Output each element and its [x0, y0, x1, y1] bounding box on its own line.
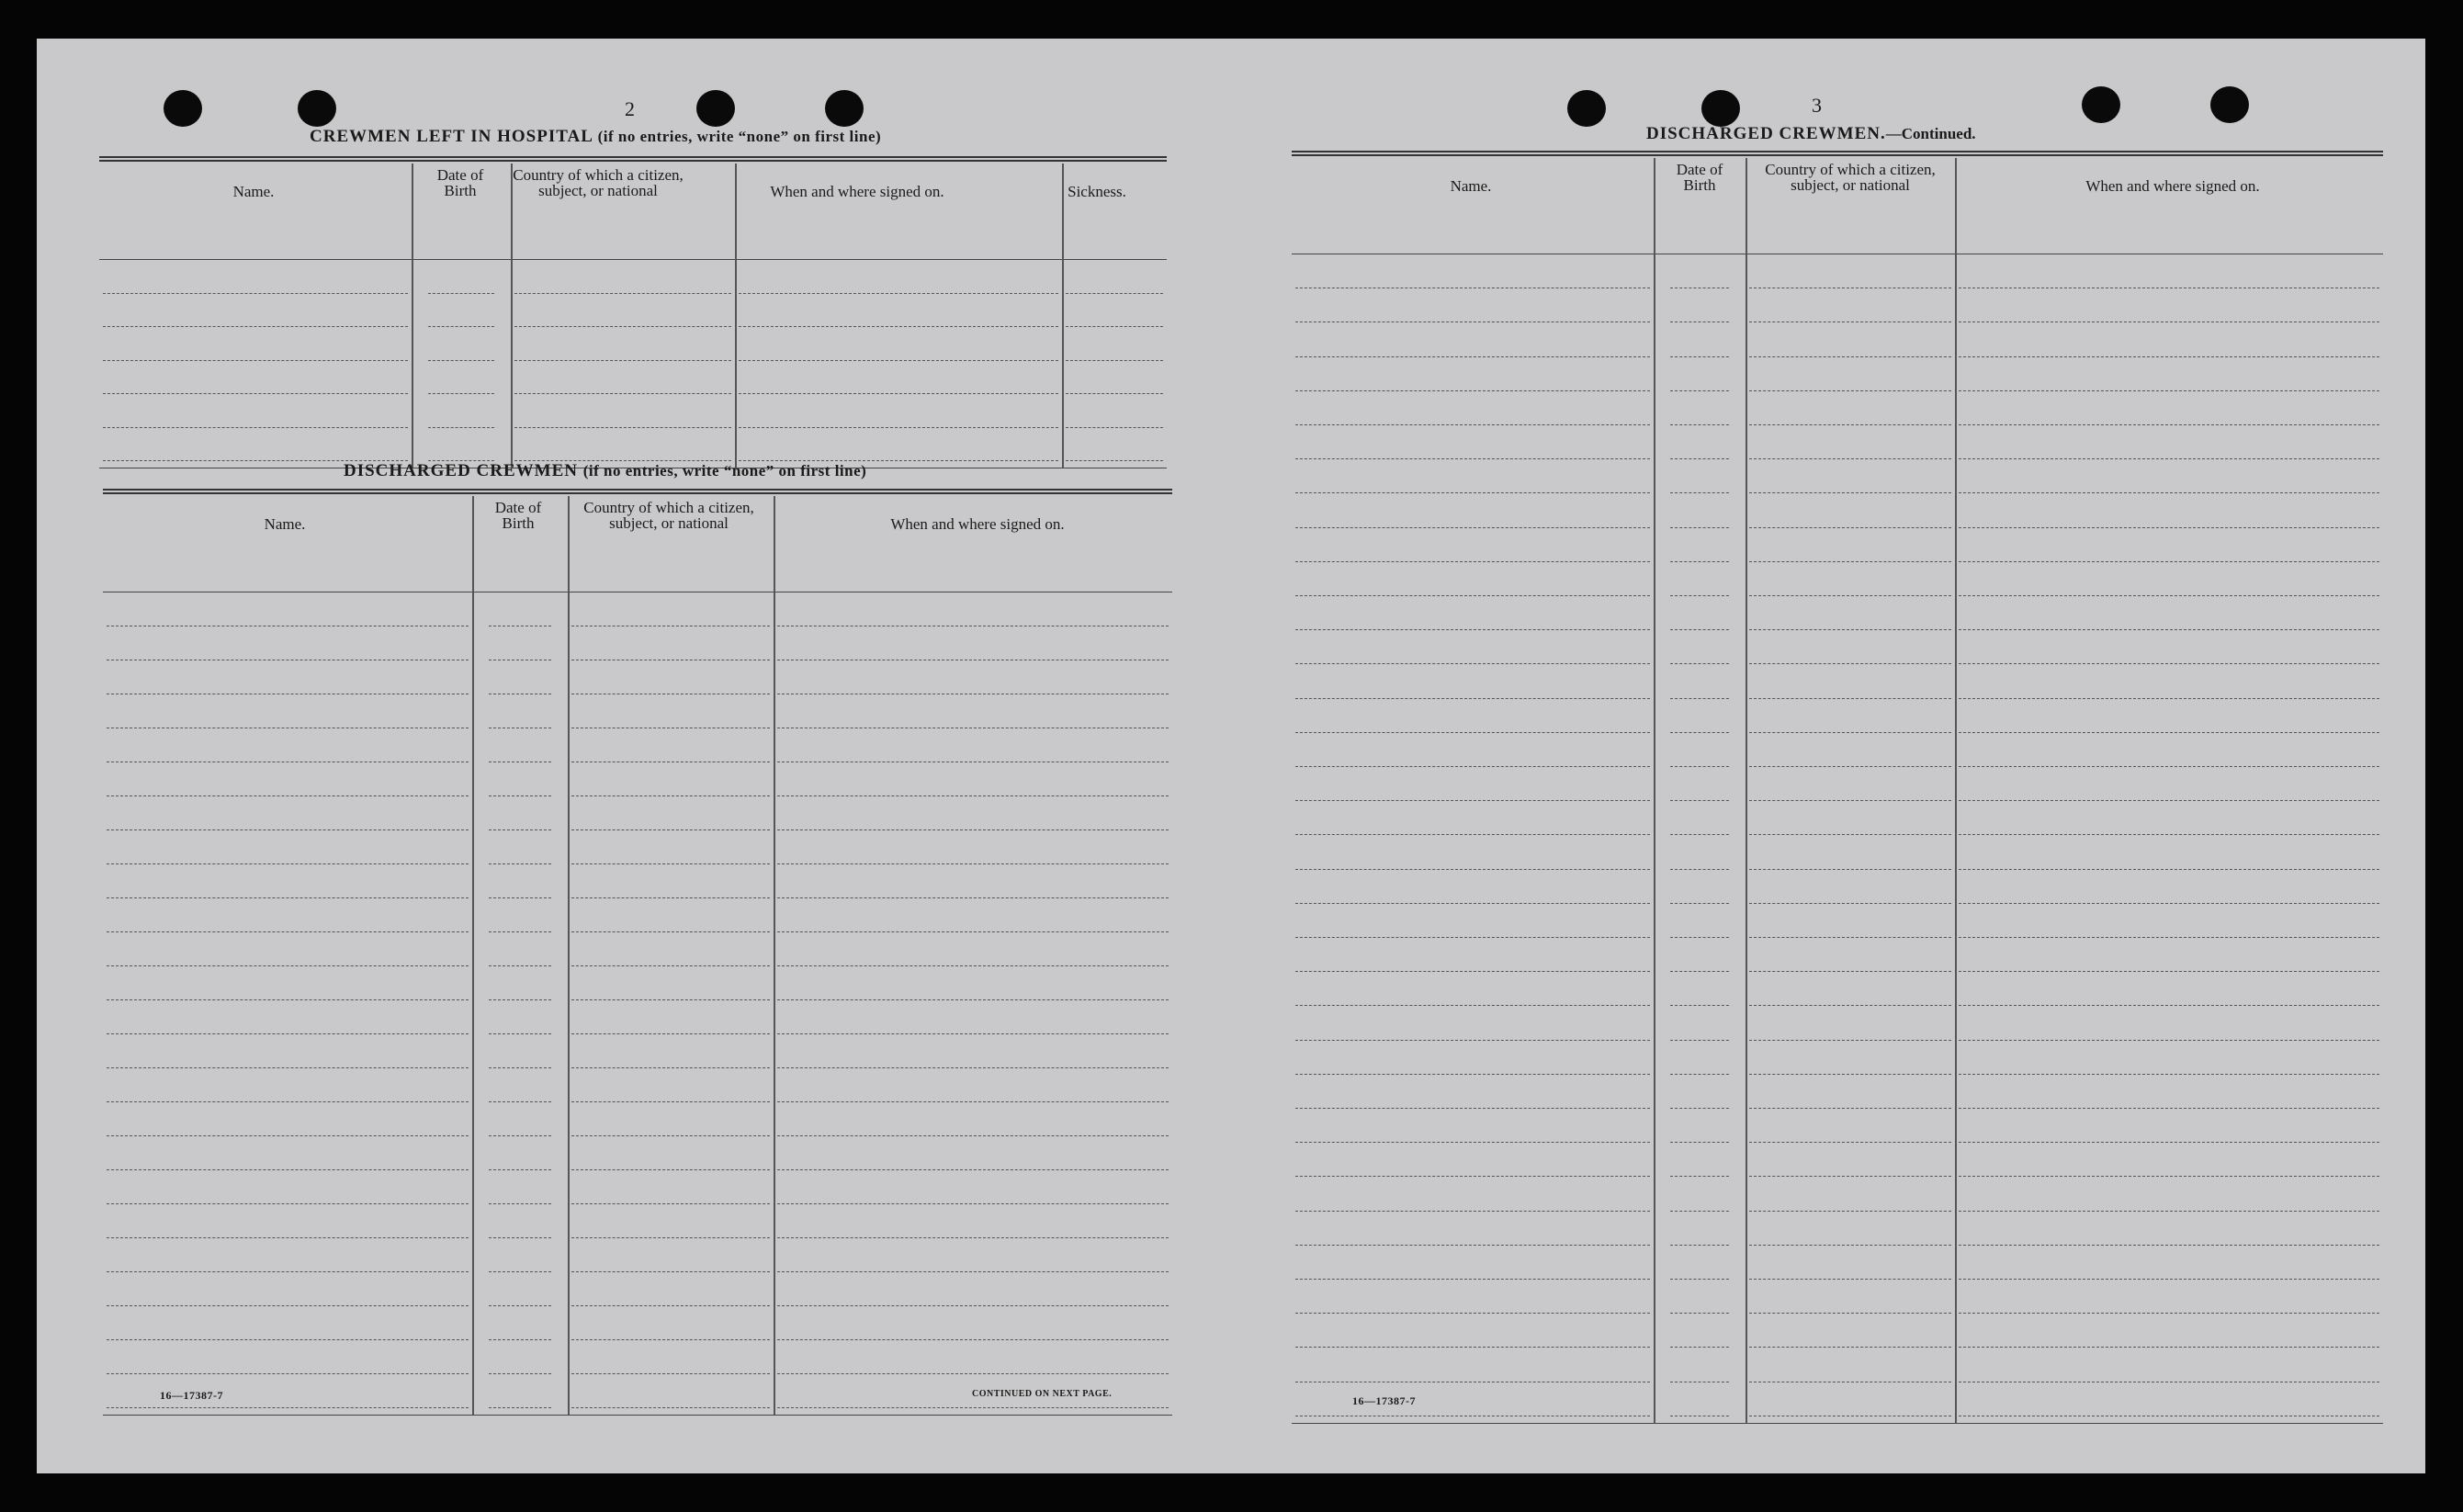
entry-line: [107, 1033, 469, 1034]
entry-line: [1959, 1108, 2379, 1109]
entry-line: [571, 1101, 770, 1102]
entry-line: [1670, 492, 1729, 493]
entry-line: [1295, 869, 1650, 870]
entry-line: [1670, 356, 1729, 357]
left-page-number: 2: [625, 97, 636, 120]
entry-line: [1749, 732, 1951, 733]
entry-line: [1959, 1279, 2379, 1280]
entry-line: [1670, 1040, 1729, 1041]
entry-line: [1670, 971, 1729, 972]
entry-line: [1959, 390, 2379, 391]
entry-line: [777, 1305, 1169, 1306]
entry-line: [571, 931, 770, 932]
column-divider: [1746, 158, 1747, 1423]
entry-line: [1066, 360, 1163, 361]
entry-line: [1295, 1245, 1650, 1246]
entry-line: [1749, 356, 1951, 357]
entry-line: [1749, 1040, 1951, 1041]
entry-line: [1670, 424, 1729, 425]
entry-line: [107, 1407, 469, 1408]
entry-line: [1670, 595, 1729, 596]
entry-line: [1749, 937, 1951, 938]
entry-line: [1066, 427, 1163, 428]
entry-line: [1670, 390, 1729, 391]
entry-line: [1749, 698, 1951, 699]
right-page-number: 3: [1812, 94, 1823, 117]
entry-line: [571, 1407, 770, 1408]
entry-line: [1959, 663, 2379, 664]
entry-line: [1295, 1142, 1650, 1143]
entry-line: [428, 293, 494, 294]
entry-line: [1295, 800, 1650, 801]
right-section-title: [1646, 124, 1976, 144]
entry-line: [1749, 1245, 1951, 1246]
entry-line: [777, 1237, 1169, 1238]
entry-line: [489, 795, 551, 796]
entry-line: [1670, 732, 1729, 733]
entry-line: [1670, 561, 1729, 562]
entry-line: [1749, 1074, 1951, 1075]
table-bottom-rule: [1292, 1423, 2383, 1424]
entry-line: [489, 1033, 551, 1034]
entry-line: [1670, 458, 1729, 459]
entry-line: [103, 326, 408, 327]
entry-line: [1295, 1040, 1650, 1041]
entry-line: [1295, 424, 1650, 425]
entry-line: [1959, 356, 2379, 357]
entry-line: [428, 393, 494, 394]
column-divider: [1654, 158, 1655, 1423]
entry-line: [1959, 1211, 2379, 1212]
entry-line: [1295, 458, 1650, 459]
entry-line: [1749, 1108, 1951, 1109]
column-divider: [412, 164, 413, 468]
col-header-name: Name.: [264, 515, 306, 533]
entry-line: [107, 1101, 469, 1102]
entry-line: [514, 326, 731, 327]
entry-line: [1749, 1313, 1951, 1314]
entry-line: [1066, 326, 1163, 327]
discharged-section-heading: DISCHARGED CREWMEN: [344, 461, 578, 480]
entry-line: [1959, 1142, 2379, 1143]
entry-line: [107, 897, 469, 898]
entry-line: [571, 795, 770, 796]
punch-hole: [825, 90, 864, 127]
entry-line: [1670, 1142, 1729, 1143]
column-divider: [774, 496, 775, 1415]
entry-line: [777, 965, 1169, 966]
entry-line: [107, 829, 469, 830]
entry-line: [489, 1067, 551, 1068]
entry-line: [1670, 1005, 1729, 1006]
entry-line: [489, 1237, 551, 1238]
entry-line: [571, 1373, 770, 1374]
entry-line: [107, 863, 469, 864]
entry-line: [1959, 561, 2379, 562]
entry-line: [1670, 663, 1729, 664]
punch-hole: [164, 90, 202, 127]
entry-line: [489, 1169, 551, 1170]
entry-line: [1749, 1211, 1951, 1212]
entry-line: [103, 360, 408, 361]
entry-line: [739, 326, 1058, 327]
entry-line: [1670, 903, 1729, 904]
entry-line: [1670, 1176, 1729, 1177]
entry-line: [489, 1203, 551, 1204]
entry-line: [1749, 629, 1951, 630]
entry-line: [1959, 698, 2379, 699]
punch-hole: [2082, 86, 2120, 123]
entry-line: [103, 393, 408, 394]
punch-hole: [1567, 90, 1606, 127]
entry-line: [777, 1135, 1169, 1136]
entry-line: [107, 999, 469, 1000]
entry-line: [1295, 356, 1650, 357]
entry-line: [1749, 663, 1951, 664]
entry-line: [739, 393, 1058, 394]
entry-line: [1749, 903, 1951, 904]
entry-line: [1295, 1279, 1650, 1280]
entry-line: [1670, 834, 1729, 835]
entry-line: [1959, 629, 2379, 630]
entry-line: [1959, 1347, 2379, 1348]
entry-line: [777, 1033, 1169, 1034]
entry-line: [489, 965, 551, 966]
entry-line: [1749, 1176, 1951, 1177]
entry-line: [1959, 1245, 2379, 1246]
punch-hole: [298, 90, 336, 127]
entry-line: [1295, 1108, 1650, 1109]
entry-line: [1749, 800, 1951, 801]
entry-line: [1295, 698, 1650, 699]
entry-line: [777, 931, 1169, 932]
header-rule: [99, 259, 1167, 260]
entry-line: [1959, 1040, 2379, 1041]
entry-line: [1295, 834, 1650, 835]
entry-line: [489, 1407, 551, 1408]
column-divider: [735, 164, 737, 468]
entry-line: [1749, 1347, 1951, 1348]
entry-line: [1749, 1142, 1951, 1143]
entry-line: [1295, 1347, 1650, 1348]
entry-line: [489, 897, 551, 898]
entry-line: [1959, 834, 2379, 835]
entry-line: [1670, 869, 1729, 870]
entry-line: [489, 999, 551, 1000]
entry-line: [1959, 424, 2379, 425]
col-header-name: Name.: [1450, 177, 1492, 195]
column-divider: [568, 496, 570, 1415]
hospital-table: [99, 156, 1167, 478]
hospital-section-heading: CREWMEN LEFT IN HOSPITAL: [310, 127, 593, 146]
entry-line: [428, 326, 494, 327]
entry-line: [571, 1033, 770, 1034]
entry-line: [1959, 1176, 2379, 1177]
entry-line: [1670, 1211, 1729, 1212]
table-bottom-rule: [103, 1415, 1172, 1416]
entry-line: [1749, 1279, 1951, 1280]
entry-line: [1749, 766, 1951, 767]
entry-line: [571, 1237, 770, 1238]
discharged-section-instruction: (if no entries, write “none” on first line): [582, 462, 867, 480]
punch-hole: [1701, 90, 1740, 127]
entry-line: [1670, 800, 1729, 801]
entry-line: [1959, 458, 2379, 459]
entry-line: [107, 931, 469, 932]
entry-line: [107, 1203, 469, 1204]
entry-line: [107, 1135, 469, 1136]
entry-line: [777, 1169, 1169, 1170]
entry-line: [1295, 390, 1650, 391]
entry-line: [1066, 293, 1163, 294]
hospital-section-title: [310, 127, 881, 147]
entry-line: [489, 1373, 551, 1374]
entry-line: [571, 863, 770, 864]
entry-line: [1749, 424, 1951, 425]
entry-line: [489, 931, 551, 932]
entry-line: [1749, 1005, 1951, 1006]
entry-line: [489, 1339, 551, 1340]
entry-line: [777, 897, 1169, 898]
entry-line: [489, 863, 551, 864]
entry-line: [1670, 766, 1729, 767]
entry-line: [1959, 492, 2379, 493]
entry-line: [1295, 1074, 1650, 1075]
entry-line: [571, 1169, 770, 1170]
column-divider: [472, 496, 474, 1415]
entry-line: [571, 999, 770, 1000]
entry-line: [777, 829, 1169, 830]
entry-line: [571, 897, 770, 898]
col-header-date-of-birth: Date of Birth: [494, 499, 542, 532]
entry-line: [489, 1305, 551, 1306]
col-header-signed-on: When and where signed on.: [770, 183, 944, 200]
entry-line: [1959, 937, 2379, 938]
col-header-country: Country of which a citizen, subject, or national: [1765, 161, 1936, 194]
entry-line: [1295, 1176, 1650, 1177]
entry-line: [1749, 492, 1951, 493]
discharged-table-left: [103, 489, 1172, 1380]
entry-line: [1749, 971, 1951, 972]
entry-line: [107, 795, 469, 796]
entry-line: [1295, 1313, 1650, 1314]
col-header-country: Country of which a citizen, subject, or national: [513, 166, 684, 199]
entry-line: [489, 1271, 551, 1272]
entry-line: [1295, 629, 1650, 630]
entry-line: [1295, 732, 1650, 733]
entry-line: [739, 427, 1058, 428]
entry-line: [1295, 937, 1650, 938]
entry-line: [571, 965, 770, 966]
entry-line: [489, 1101, 551, 1102]
punch-hole: [2210, 86, 2249, 123]
entry-line: [1959, 1005, 2379, 1006]
entry-line: [1295, 561, 1650, 562]
entry-line: [777, 1373, 1169, 1374]
punch-hole: [696, 90, 735, 127]
entry-line: [1959, 1074, 2379, 1075]
right-form-number: 16—17387-7: [1352, 1394, 1416, 1407]
entry-line: [107, 1169, 469, 1170]
col-header-date-of-birth: Date of Birth: [436, 166, 484, 199]
entry-line: [1295, 527, 1650, 528]
entry-line: [107, 965, 469, 966]
col-header-name: Name.: [232, 183, 275, 200]
entry-line: [1959, 1313, 2379, 1314]
entry-line: [1670, 1074, 1729, 1075]
entry-line: [777, 1271, 1169, 1272]
entry-line: [1959, 800, 2379, 801]
entry-line: [571, 1135, 770, 1136]
column-divider: [1062, 164, 1064, 468]
entry-line: [1959, 527, 2379, 528]
col-header-date-of-birth: Date of Birth: [1676, 161, 1723, 194]
entry-line: [777, 863, 1169, 864]
entry-line: [1670, 629, 1729, 630]
col-header-country: Country of which a citizen, subject, or national: [583, 499, 754, 532]
entry-line: [514, 360, 731, 361]
column-divider: [1955, 158, 1957, 1423]
left-form-number: 16—17387-7: [160, 1389, 223, 1402]
hospital-section-instruction: (if no entries, write “none” on first line): [597, 128, 882, 145]
entry-line: [571, 829, 770, 830]
entry-line: [489, 829, 551, 830]
entry-line: [1295, 903, 1650, 904]
entry-line: [777, 1407, 1169, 1408]
entry-line: [1670, 527, 1729, 528]
col-header-signed-on: When and where signed on.: [2085, 177, 2260, 195]
entry-line: [103, 427, 408, 428]
entry-line: [514, 393, 731, 394]
entry-line: [1959, 595, 2379, 596]
entry-line: [571, 1305, 770, 1306]
entry-line: [428, 360, 494, 361]
entry-line: [514, 293, 731, 294]
entry-line: [571, 1339, 770, 1340]
entry-line: [1749, 458, 1951, 459]
entry-line: [107, 1271, 469, 1272]
entry-line: [1959, 869, 2379, 870]
entry-line: [107, 1305, 469, 1306]
entry-line: [1295, 595, 1650, 596]
entry-line: [107, 1373, 469, 1374]
right-section-continued: —Continued.: [1885, 125, 1976, 142]
entry-line: [1670, 1347, 1729, 1348]
entry-line: [1295, 492, 1650, 493]
entry-line: [1959, 971, 2379, 972]
continued-note: CONTINUED ON NEXT PAGE.: [972, 1389, 1113, 1399]
entry-line: [571, 1271, 770, 1272]
entry-line: [1959, 903, 2379, 904]
entry-line: [1295, 971, 1650, 972]
entry-line: [1066, 460, 1163, 461]
entry-line: [777, 1067, 1169, 1068]
entry-line: [777, 999, 1169, 1000]
entry-line: [107, 1339, 469, 1340]
entry-line: [1959, 766, 2379, 767]
entry-line: [739, 360, 1058, 361]
entry-line: [489, 1135, 551, 1136]
entry-line: [1670, 1279, 1729, 1280]
entry-line: [107, 1067, 469, 1068]
entry-line: [514, 427, 731, 428]
entry-line: [1670, 937, 1729, 938]
entry-line: [1670, 1313, 1729, 1314]
entry-line: [1295, 1005, 1650, 1006]
discharged-table-right: [1292, 151, 2383, 1391]
entry-line: [107, 1237, 469, 1238]
entry-line: [1749, 595, 1951, 596]
discharged-section-title: [344, 461, 866, 481]
right-section-heading: DISCHARGED CREWMEN.: [1646, 124, 1886, 143]
col-header-signed-on: When and where signed on.: [890, 515, 1065, 533]
entry-line: [1749, 390, 1951, 391]
entry-line: [1749, 527, 1951, 528]
entry-line: [1295, 766, 1650, 767]
entry-line: [1749, 869, 1951, 870]
entry-line: [777, 1339, 1169, 1340]
col-header-sickness: Sickness.: [1068, 183, 1126, 200]
entry-line: [103, 293, 408, 294]
entry-line: [1066, 393, 1163, 394]
entry-line: [777, 795, 1169, 796]
entry-line: [1295, 1211, 1650, 1212]
column-divider: [511, 164, 513, 468]
entry-line: [1295, 663, 1650, 664]
entry-line: [571, 1067, 770, 1068]
entry-line: [1670, 1245, 1729, 1246]
form-sheet: [37, 39, 2425, 1473]
entry-line: [428, 427, 494, 428]
entry-line: [1749, 561, 1951, 562]
entry-line: [777, 1203, 1169, 1204]
entry-line: [739, 293, 1058, 294]
entry-line: [777, 1101, 1169, 1102]
entry-line: [1670, 1108, 1729, 1109]
entry-line: [1749, 834, 1951, 835]
entry-line: [1670, 698, 1729, 699]
entry-line: [571, 1203, 770, 1204]
entry-line: [1959, 732, 2379, 733]
